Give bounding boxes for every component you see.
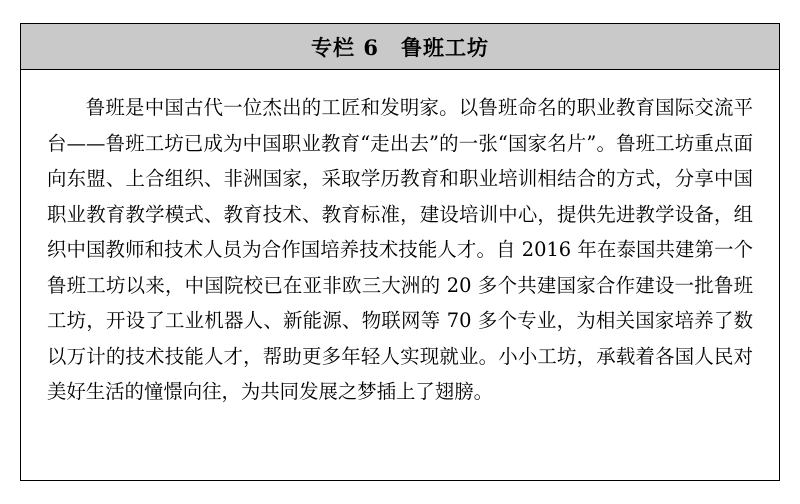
feature-box-title: 专栏 6 鲁班工坊 xyxy=(311,34,489,60)
feature-box-header xyxy=(21,24,779,70)
feature-box-body xyxy=(21,70,779,420)
feature-box xyxy=(20,23,780,481)
feature-box-paragraph: 鲁班是中国古代一位杰出的工匠和发明家。以鲁班命名的职业教育国际交流平台——鲁班工坊已成为中国职业教育“走出去”的一张“国家名片”。鲁班工坊重点面向东盟、上合组织、非洲国家，采取学历教育和职业培训相结合的方式，分享中国职业教育教学模式、教育技术、教育标准，建设培训中心，提供先进教学设备，组织中国教师和技术人员为合作国培养技术技能人才。自 2016 年在泰国共建第一个鲁班工坊以来，中国院校已在亚非欧三大洲的 20 多个共建国家合作建设一批鲁班工坊，开设了工业机器人、新能源、物联网等 70 多个专业，为相关国家培养了数以万计的技术技能人才，帮助更多年轻人实现就业。小小工坊，承载着各国人民对美好生活的憧憬向往，为共同发展之梦插上了翅膀。 xyxy=(47,96,753,403)
